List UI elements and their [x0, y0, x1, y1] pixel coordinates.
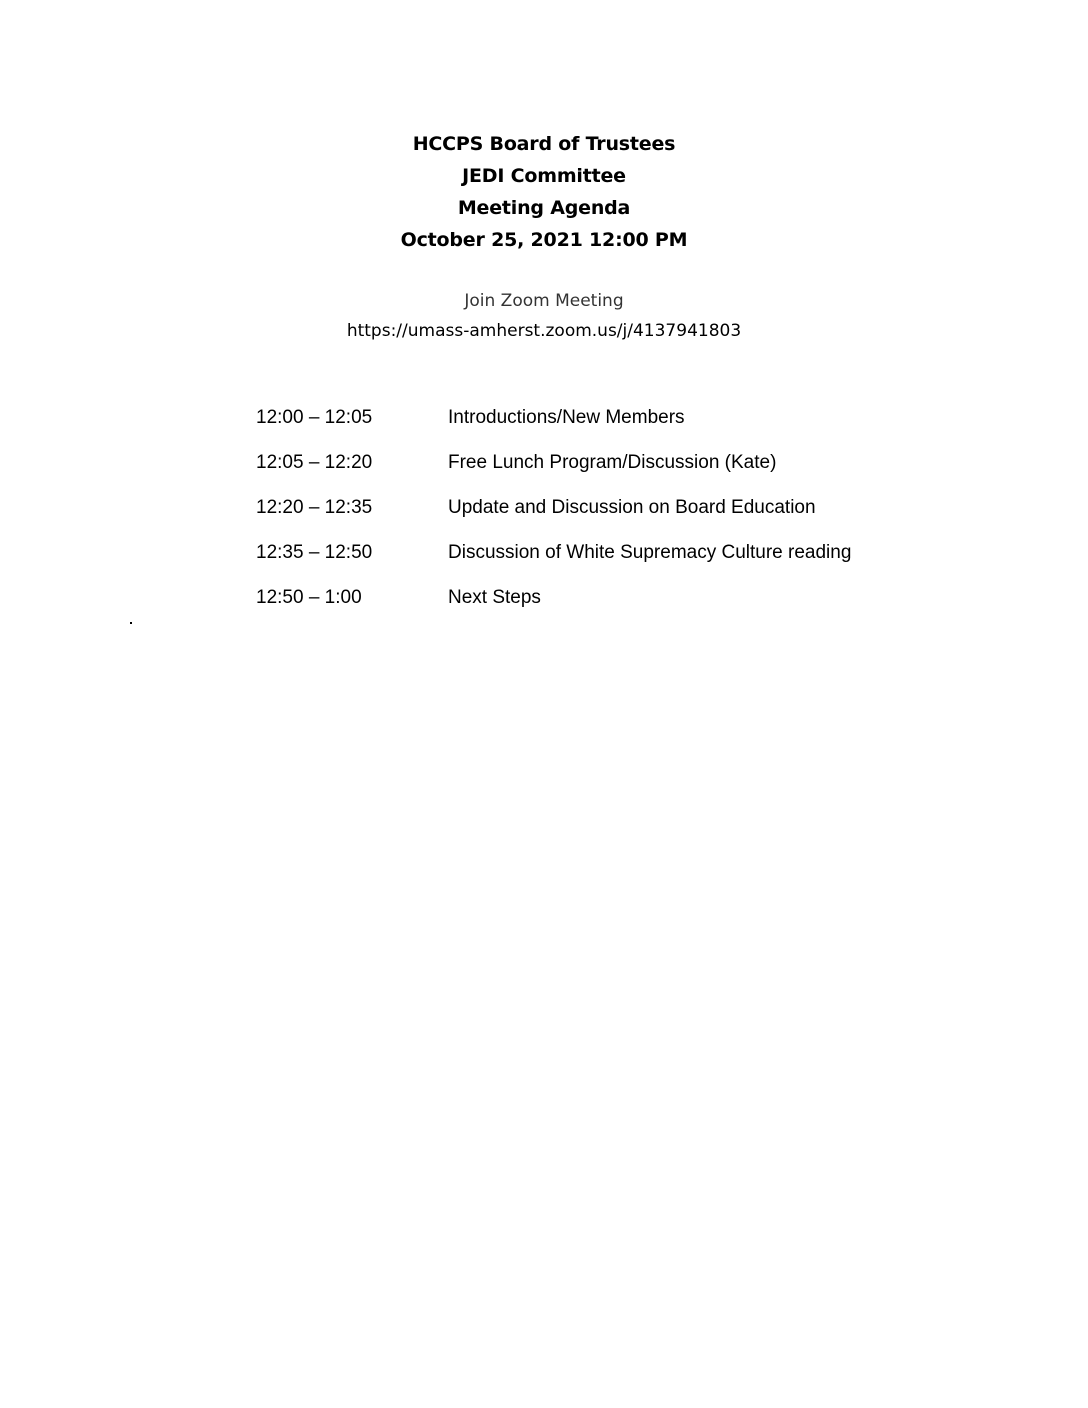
- document-title: Meeting Agenda: [457, 197, 631, 219]
- agenda-item-topic: Introductions/New Members: [448, 407, 685, 428]
- agenda-item: [256, 539, 976, 584]
- agenda-item: [256, 494, 976, 539]
- meeting-date: October 25, 2021 12:00 PM: [400, 229, 688, 251]
- agenda-item: [256, 584, 976, 629]
- agenda-item-time: 12:00 – 12:05: [256, 407, 373, 428]
- agenda-item-time: 12:50 – 1:00: [256, 587, 362, 608]
- agenda-item-time: 12:20 – 12:35: [256, 497, 373, 518]
- agenda-item-topic: Free Lunch Program/Discussion (Kate): [448, 452, 777, 473]
- agenda-heading: [0, 128, 1088, 256]
- agenda-item-topic: Discussion of White Supremacy Culture reading: [448, 542, 852, 563]
- agenda-list: [256, 404, 976, 629]
- agenda-item-topic: Next Steps: [448, 587, 541, 608]
- agenda-item: [256, 449, 976, 494]
- zoom-info: [0, 286, 1088, 346]
- agenda-item-time: 12:35 – 12:50: [256, 542, 373, 563]
- organization-title: HCCPS Board of Trustees: [412, 133, 676, 155]
- zoom-label: Join Zoom Meeting: [464, 291, 624, 311]
- agenda-item-time: 12:05 – 12:20: [256, 452, 373, 473]
- zoom-meeting-link[interactable]: https://umass-amherst.zoom.us/j/4137941803: [346, 321, 742, 341]
- committee-title: JEDI Committee: [462, 165, 626, 187]
- stray-mark: [130, 622, 132, 624]
- agenda-item-topic: Update and Discussion on Board Education: [448, 497, 816, 518]
- agenda-item: [256, 404, 976, 449]
